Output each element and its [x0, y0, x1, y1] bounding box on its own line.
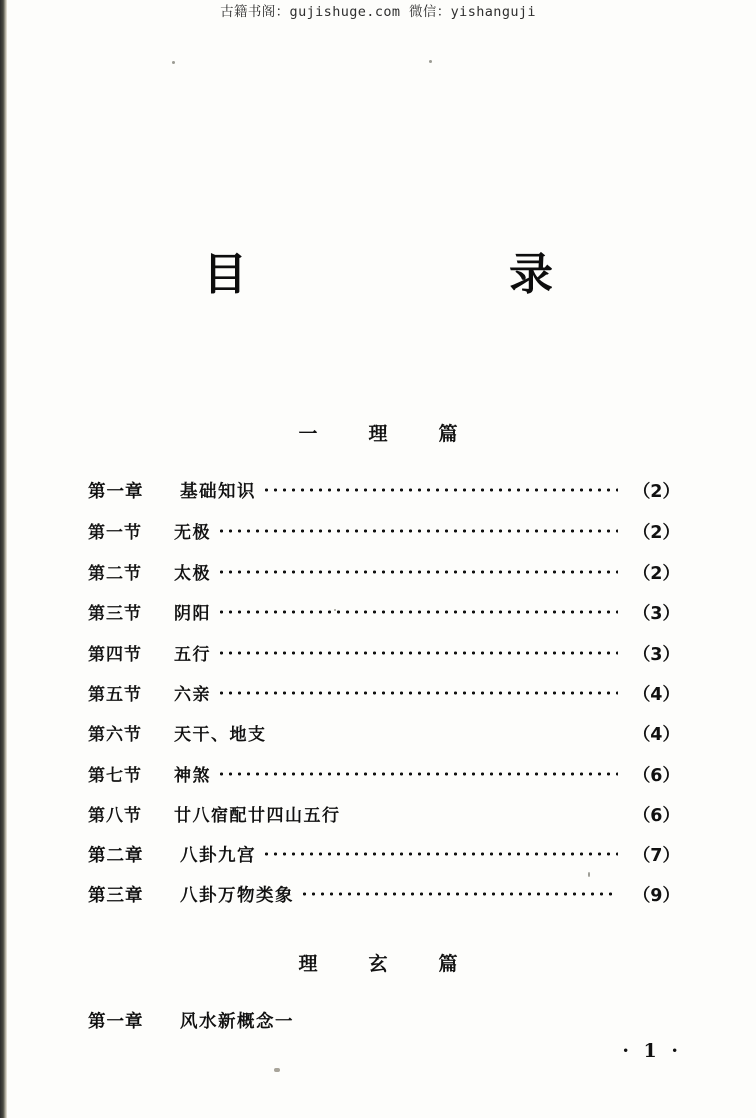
toc-entry-page: （6）: [632, 806, 680, 827]
toc-leader-dots: [262, 487, 618, 493]
toc-entry-title: 天干、地支: [174, 725, 267, 746]
toc-leader-dots: [273, 730, 619, 736]
toc-entry-title: 风水新概念一: [180, 1012, 294, 1032]
toc-entry-page: （3）: [632, 604, 680, 625]
toc-entry-last[interactable]: [88, 1008, 680, 1033]
toc-leader-dots: [217, 569, 618, 575]
toc-entry-page: （2）: [632, 523, 680, 544]
toc-entry-page: （4）: [632, 725, 680, 746]
toc-entry-label: 第三节: [88, 604, 142, 625]
toc-leader-dots: [347, 811, 619, 817]
section-heading-lixuan: 理 玄 篇: [298, 953, 474, 975]
toc-leader-dots: [217, 650, 618, 656]
toc-entry-label: 第五节: [88, 684, 142, 705]
table-of-contents: [88, 478, 680, 922]
toc-entry-label: 第一章: [88, 482, 144, 502]
toc-leader-dots: [262, 851, 618, 857]
toc-entry-label: 第二章: [88, 845, 144, 866]
toc-entry[interactable]: [88, 640, 680, 680]
toc-entry-page: （6）: [632, 765, 680, 786]
paper-speck: [429, 60, 432, 63]
toc-entry[interactable]: [88, 478, 680, 518]
toc-entry-label: 第四节: [88, 644, 142, 665]
toc-entry-page: （7）: [632, 845, 680, 866]
toc-entry-label: 第八节: [88, 806, 142, 827]
toc-entry-page: （3）: [632, 644, 680, 665]
toc-entry[interactable]: [88, 882, 680, 922]
toc-entry[interactable]: [88, 720, 680, 760]
toc-leader-dots: [217, 609, 618, 615]
toc-entry-label: 第三章: [88, 885, 144, 906]
toc-entry[interactable]: [88, 518, 680, 558]
section-heading-li: 一 理 篇: [298, 423, 474, 445]
toc-entry-label: 第七节: [88, 765, 142, 786]
toc-entry-label: 第一章: [88, 1012, 144, 1032]
toc-entry-page: （2）: [632, 563, 680, 584]
toc-entry-label: 第六节: [88, 725, 142, 746]
toc-entry-title: 廿八宿配廿四山五行: [174, 806, 341, 827]
toc-entry-title: 太极: [174, 563, 211, 584]
toc-entry[interactable]: [88, 761, 680, 801]
toc-entry[interactable]: [88, 801, 680, 841]
toc-entry-title: 阴阳: [174, 604, 211, 625]
watermark-text: 古籍书阁：gujishuge.com 微信：yishanguji: [220, 4, 536, 20]
toc-leader-dots: [300, 891, 618, 897]
toc-entry-title: 五行: [174, 644, 211, 665]
toc-entry-title: 无极: [174, 523, 211, 544]
toc-entry-label: 第二节: [88, 563, 142, 584]
toc-entry[interactable]: [88, 599, 680, 639]
toc-entry-page: （4）: [632, 684, 680, 705]
toc-entry[interactable]: [88, 842, 680, 882]
toc-leader-dots: [217, 771, 618, 777]
page-number: · 1 ·: [622, 1040, 682, 1062]
toc-entry-page: （2）: [632, 482, 680, 502]
page-title: 目 录: [203, 249, 611, 300]
toc-leader-dots: [217, 690, 618, 696]
paper-speck: [172, 61, 175, 64]
paper-speck: [274, 1068, 280, 1072]
toc-entry-title: 八卦万物类象: [180, 885, 294, 906]
toc-entry[interactable]: [88, 559, 680, 599]
toc-entry-page: （9）: [632, 885, 680, 906]
toc-entry-title: 基础知识: [180, 482, 256, 502]
toc-entry[interactable]: [88, 680, 680, 720]
toc-entry-title: 八卦九宫: [180, 845, 256, 866]
toc-entry-title: 六亲: [174, 684, 211, 705]
toc-entry-title: 神煞: [174, 765, 211, 786]
toc-entry-label: 第一节: [88, 523, 142, 544]
toc-leader-dots: [217, 528, 618, 534]
